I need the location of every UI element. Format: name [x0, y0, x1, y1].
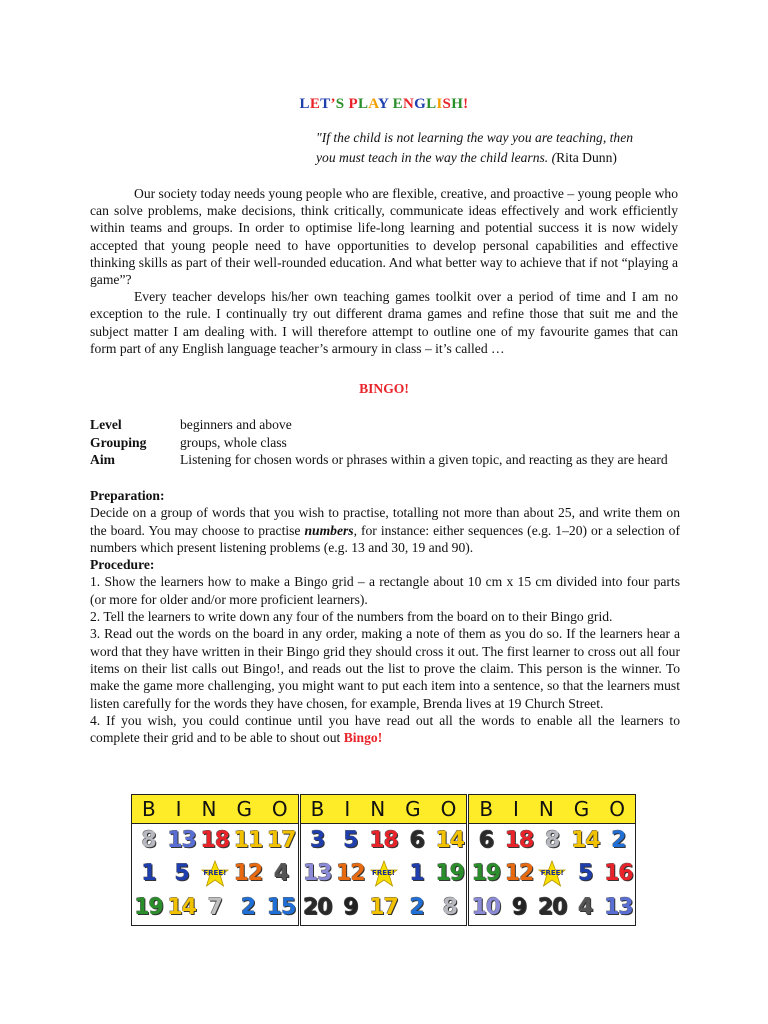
bingo-header-letter: I: [513, 797, 519, 821]
bingo-number: 5: [174, 861, 189, 887]
bingo-header-letter: G: [236, 797, 252, 821]
bingo-cards-illustration: [131, 794, 637, 928]
bingo-header-letter: G: [573, 797, 590, 821]
bingo-number: 12: [233, 861, 263, 887]
bingo-number: 17: [266, 828, 296, 854]
bingo-number: 9: [511, 894, 527, 920]
bingo-card-header: [469, 795, 635, 824]
epigraph-quote: [316, 128, 716, 168]
section-heading: BINGO!: [359, 381, 409, 396]
bingo-card-header: [132, 795, 298, 824]
bingo-number: 4: [273, 861, 289, 887]
title-letter: !: [463, 96, 469, 112]
bingo-callout: Bingo!: [343, 730, 383, 746]
free-label: FREE!: [372, 868, 395, 877]
bingo-card: [468, 794, 636, 926]
bingo-number: 12: [504, 861, 534, 887]
meta-row-aim: [90, 451, 680, 469]
bingo-number: 2: [240, 894, 256, 920]
free-space-star-icon: [367, 857, 400, 890]
bingo-number: 9: [343, 894, 358, 920]
meta-value: groups, whole class: [180, 434, 287, 450]
free-label: FREE!: [203, 868, 227, 877]
bingo-number: 18: [200, 828, 230, 854]
activity-meta: [90, 416, 680, 469]
bingo-number: 13: [604, 894, 633, 920]
title-letter: P: [348, 96, 358, 112]
bingo-number: 13: [167, 828, 196, 854]
free-label: FREE!: [540, 868, 564, 877]
bingo-number: 2: [409, 894, 424, 920]
bingo-number: 8: [141, 828, 156, 854]
bingo-number: 3: [310, 828, 325, 854]
title-letter: H: [451, 96, 464, 112]
title-letter: S: [442, 96, 452, 112]
bingo-number: 19: [435, 861, 465, 887]
meta-value: beginners and above: [180, 417, 292, 432]
page-title: [0, 96, 768, 113]
bingo-number: 4: [578, 894, 593, 920]
procedure-step-3: 3. Read out the words on the board in any order, making a note of them as you do so. If the learners hear a word that they have written in their Bingo grid they should cross it out. The first learner to cross out all four items on their list calls out Bingo!, and reads out the list to prove the claim. This person is the winner. To make the game more challenging, you might want to put each item into a sentence, so that the learners must listen carefully for the words they have chosen, for example, Brenda lives at 19 Church Street.: [90, 626, 680, 711]
meta-key: Level: [90, 417, 122, 432]
free-space-star-icon: [198, 857, 231, 890]
bingo-number: 16: [604, 861, 633, 887]
bingo-number: 20: [537, 894, 567, 920]
preparation-text: Decide on a group of words that you wish to practise, totalling not more than about 25, and write them on the board. You may choose to practise numbers, for instance: either sequences (e.g. 1–20) or a selection of numbers which present listening problems (e.g. 13 and 30, 19 and 90).: [90, 505, 680, 555]
title-letter: T: [320, 96, 331, 112]
title-letter: L: [299, 96, 310, 112]
quote-line-1: "If the child is not learning the way you are teaching, then: [316, 130, 634, 145]
bingo-number: 2: [611, 828, 626, 854]
bingo-card: [300, 794, 468, 926]
bingo-number: 13: [302, 861, 332, 887]
title-letter: ’: [330, 96, 336, 112]
meta-row-level: [90, 416, 680, 434]
title-letter: G: [414, 96, 427, 112]
bingo-number: 11: [233, 828, 263, 854]
bingo-header-letter: N: [201, 797, 217, 821]
bingo-header-letter: B: [479, 797, 494, 821]
bingo-header-letter: O: [440, 797, 457, 821]
title-letter: E: [392, 96, 403, 112]
bingo-header-letter: I: [175, 797, 182, 821]
bingo-number: 18: [504, 828, 534, 854]
bingo-number: 5: [343, 828, 358, 854]
quote-line-2: you must teach in the way the child learns. (Rita Dunn): [316, 150, 617, 165]
title-letter: L: [357, 96, 369, 112]
bingo-header-letter: G: [405, 797, 421, 821]
free-space-star-icon: [536, 857, 569, 890]
procedure-step-2: 2. Tell the learners to write down any four of the numbers from the board on to their Bingo grid.: [90, 609, 613, 625]
preparation-heading: Preparation:: [90, 488, 165, 503]
bingo-number: 19: [134, 894, 163, 920]
bingo-number: 8: [545, 828, 560, 854]
meta-value: Listening for chosen words or phrases within a given topic, and reacting as they are heard: [180, 452, 668, 467]
title-letter: E: [309, 96, 321, 112]
bingo-number: 7: [207, 894, 222, 920]
title-letter: A: [368, 96, 379, 112]
quote-author: Rita Dunn): [556, 150, 617, 165]
meta-key: Grouping: [90, 434, 147, 450]
intro-text: [90, 185, 678, 357]
bingo-number: 8: [442, 894, 457, 920]
bingo-number: 14: [570, 828, 600, 854]
bingo-number: 1: [409, 861, 424, 887]
bingo-number: 14: [435, 828, 465, 854]
bingo-number: 17: [369, 894, 398, 920]
meta-key: Aim: [90, 452, 115, 467]
instructions: [90, 487, 680, 746]
bingo-card: [131, 794, 299, 926]
procedure-heading: Procedure:: [90, 557, 155, 573]
bingo-number: 10: [471, 894, 501, 920]
procedure-step-1: 1. Show the learners how to make a Bingo grid – a rectangle about 10 cm x 15 cm divided into four parts (or more for older and/or more proficient learners).: [90, 574, 680, 607]
bingo-number: 12: [336, 861, 365, 887]
title-letter: Y: [378, 96, 393, 112]
bingo-header-letter: O: [271, 797, 288, 821]
bingo-header-letter: B: [141, 797, 156, 821]
bingo-header-letter: I: [344, 797, 351, 821]
bingo-number: 15: [266, 894, 296, 920]
title-letter: I: [436, 96, 443, 112]
meta-row-grouping: [90, 434, 680, 452]
bingo-number: 5: [578, 861, 593, 887]
bingo-number: 19: [471, 861, 501, 887]
bingo-header-letter: B: [310, 797, 325, 821]
bingo-number: 20: [302, 894, 332, 920]
bingo-card-grid: [469, 824, 635, 924]
bingo-number: 18: [369, 828, 398, 854]
bingo-header-letter: N: [370, 797, 386, 821]
bingo-card-grid: [301, 824, 467, 924]
title-letter: S: [335, 96, 349, 112]
title-letter: N: [402, 96, 415, 112]
intro-paragraph-1: Our society today needs young people who are flexible, creative, and proactive – young people who can solve problems, make decisions, think critically, communicate ideas effectively and work efficiently within teams and groups. In order to optimise life-long learning and potential success it is now widely accepted that young people need to have opportunities to develop personal capabilities and effective thinking skills as part of their well-rounded education. And what better way to achieve that if not “playing a game”?: [90, 186, 678, 288]
bingo-card-grid: [132, 824, 298, 924]
bingo-number: 6: [409, 828, 424, 854]
emphasis-numbers: numbers: [304, 522, 354, 538]
bingo-card-header: [301, 795, 467, 824]
bingo-header-letter: N: [538, 797, 554, 821]
bingo-header-letter: O: [609, 797, 625, 821]
title-letter: L: [426, 96, 437, 112]
intro-paragraph-2: Every teacher develops his/her own teaching games toolkit over a period of time and I am no exception to the rule. I continually try out different drama games and refine those that suit me and the subject matter I am dealing with. I will therefore attempt to outline one of my favourite games that can form part of any English language teacher’s armoury in class – it’s called …: [90, 289, 678, 356]
procedure-step-4: 4. If you wish, you could continue until you have read out all the words to enable all the learners to complete their grid and to be able to shout out Bingo!: [90, 712, 680, 746]
bingo-number: 6: [478, 828, 494, 854]
bingo-number: 1: [141, 861, 156, 887]
bingo-number: 14: [167, 894, 196, 920]
